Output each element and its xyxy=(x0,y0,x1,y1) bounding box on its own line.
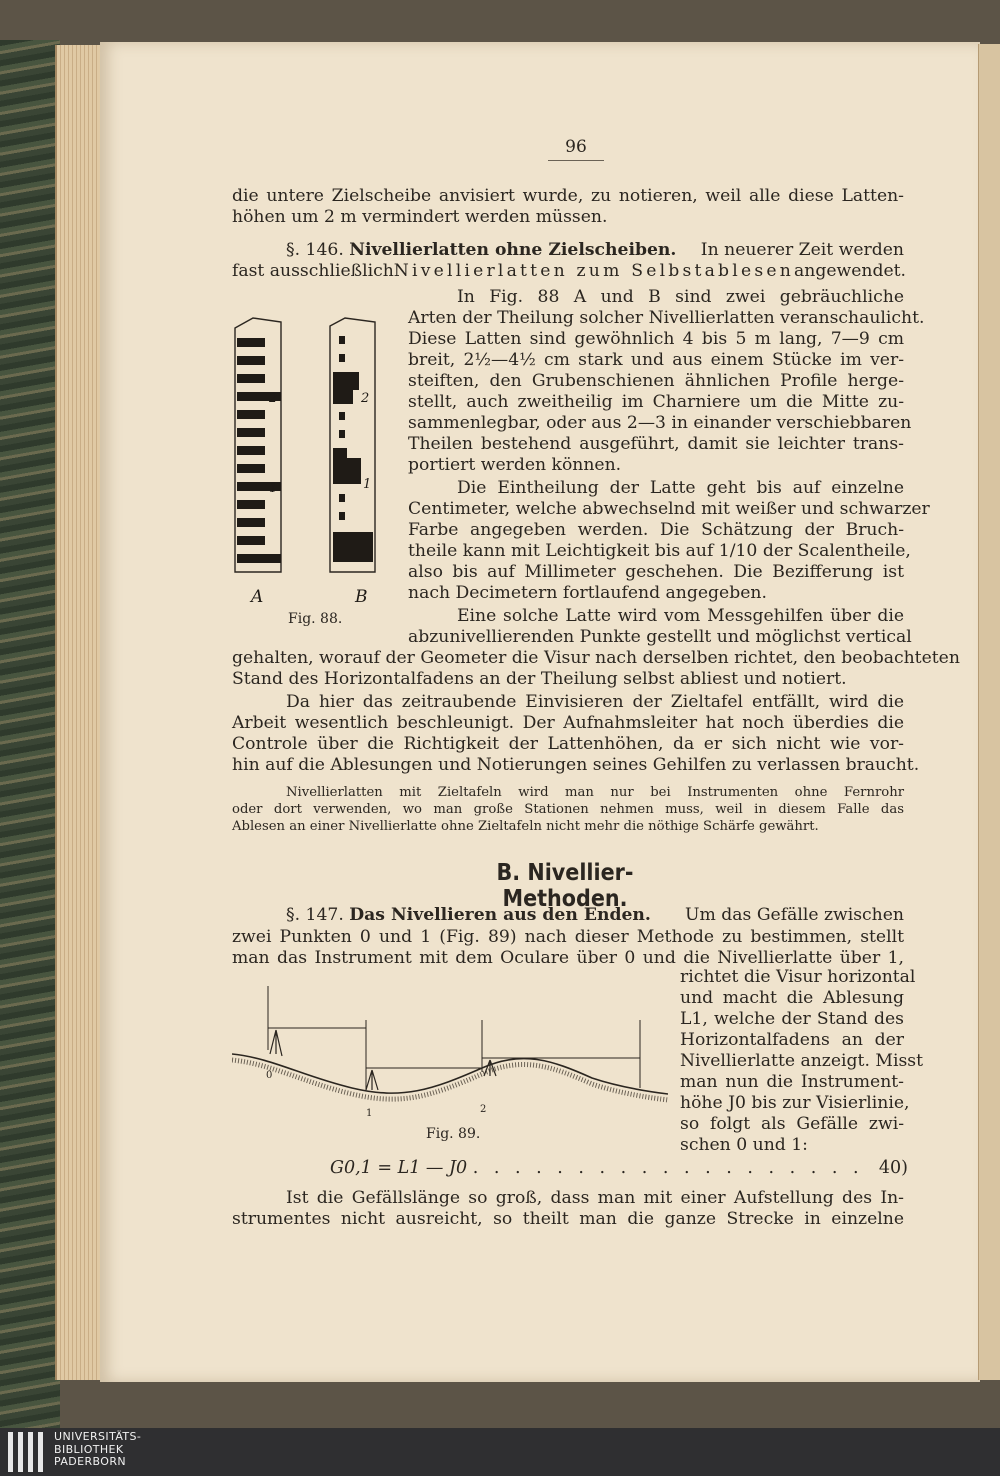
formula-leader: . . . . . . . . . . . . . . . . . . . xyxy=(472,1158,864,1178)
section-number: §. 146. xyxy=(286,240,344,260)
text-line: strumentes nicht ausreicht, so theilt man die ganze Strecke in einzelne xyxy=(232,1209,904,1229)
page-number: 96 xyxy=(548,137,604,161)
staff-b-mark-1: 1 xyxy=(363,477,372,492)
text-line: steiften, den Grubenschienen ähnlichen Profile herge- xyxy=(408,371,904,391)
text-span: fast ausschließlich xyxy=(232,261,394,281)
formula-expression: G0,1 = L1 — J0 xyxy=(330,1158,468,1178)
text-line: man das Instrument mit dem Oculare über 0 und die Nivellierlatte über 1, xyxy=(232,948,904,968)
staff-a-mark-1: 1 xyxy=(269,481,278,496)
text-line: Controle über die Richtigkeit der Lattenhöhen, da er sich nicht wie vor- xyxy=(232,734,904,754)
text-line: richtet die Visur horizontal xyxy=(680,967,916,987)
fig-89-terrain-profile xyxy=(232,980,668,1120)
staff-b xyxy=(330,318,375,572)
library-name-line: BIBLIOTHEK xyxy=(54,1442,124,1456)
text-line: L1, welche der Stand des xyxy=(680,1009,904,1029)
text-line: höhe J0 bis zur Visierlinie, xyxy=(680,1093,910,1113)
text-line: Die Eintheilung der Latte geht bis auf einzelne xyxy=(457,478,904,498)
text-line: hin auf die Ablesungen und Notierungen seines Gehilfen zu verlassen braucht. xyxy=(232,755,920,775)
section-title: Das Nivellieren aus den Enden. xyxy=(349,905,651,925)
text-line: Centimeter, welche abwechselnd mit weißer und schwarzer xyxy=(408,499,930,519)
text-line: also bis auf Millimeter geschehen. Die Bezifferung ist xyxy=(408,562,904,582)
section-147-heading-line xyxy=(286,905,904,926)
book-binding xyxy=(0,40,60,1428)
library-name-line: PADERBORN xyxy=(54,1455,127,1468)
fig-88-caption: Fig. 88. xyxy=(288,611,343,627)
text-line xyxy=(232,261,904,282)
chapter-heading: B. Nivellier-Methoden. xyxy=(496,860,634,912)
text-line: schen 0 und 1: xyxy=(680,1135,808,1155)
text-line: Theilen bestehend ausgeführt, damit sie leichter trans- xyxy=(408,434,904,454)
point-2-label: 2 xyxy=(480,1104,487,1115)
text-line: Nivellierlatte anzeigt. Misst xyxy=(680,1051,924,1071)
fig-88-label-b: B xyxy=(355,587,368,607)
text-line: Arbeit wesentlich beschleunigt. Der Aufnahmsleiter hat noch überdies die xyxy=(232,713,904,733)
section-title: Nivellierlatten ohne Zielscheiben. xyxy=(349,240,677,260)
text-line: Arten der Theilung solcher Nivellierlatten veranschaulicht. xyxy=(408,308,925,328)
text-line: breit, 2½—4½ cm stark und aus einem Stücke im ver- xyxy=(408,350,904,370)
text-span: angewendet. xyxy=(794,261,906,281)
spaced-term: Nivellierlatten zum Selbstablesen xyxy=(393,261,794,281)
staff-a-mark-2: 2 xyxy=(269,391,278,406)
text-line: Horizontalfadens an der xyxy=(680,1030,904,1050)
note-line: oder dort verwenden, wo man große Stationen nehmen muss, weil in diesem Falle das xyxy=(232,802,904,817)
text-line: In Fig. 88 A und B sind zwei gebräuchliche xyxy=(457,287,904,307)
point-0-label: 0 xyxy=(266,1070,273,1081)
text-line: Stand des Horizontalfadens an der Theilung selbst abliest und notiert. xyxy=(232,669,847,689)
text-line: so folgt als Gefälle zwi- xyxy=(680,1114,904,1134)
staff-a xyxy=(235,318,281,572)
text-line: stellt, auch zweitheilig im Charniere um die Mitte zu- xyxy=(408,392,904,412)
note-line: Nivellierlatten mit Zieltafeln wird man nur bei Instrumenten ohne Fernrohr xyxy=(286,785,904,800)
fig-89-caption: Fig. 89. xyxy=(426,1126,481,1142)
staff-b-mark-2: 2 xyxy=(361,391,370,406)
section-lead: In neuerer Zeit werden xyxy=(700,240,904,260)
library-name xyxy=(54,1431,141,1469)
text-line: die untere Zielscheibe anvisiert wurde, zu notieren, weil alle diese Latten- xyxy=(232,186,904,206)
text-line: zwei Punkten 0 und 1 (Fig. 89) nach dieser Methode zu bestimmen, stellt xyxy=(232,927,904,947)
text-line: gehalten, worauf der Geometer die Visur nach derselben richtet, den beobachteten xyxy=(232,648,960,668)
library-footer-band xyxy=(0,1428,1000,1476)
text-line: theile kann mit Leichtigkeit bis auf 1/10 der Scalentheile, xyxy=(408,541,911,561)
library-logo xyxy=(8,1432,44,1472)
text-line: nach Decimetern fortlaufend angegeben. xyxy=(408,583,767,603)
fig-88-label-a: A xyxy=(251,587,264,607)
section-number: §. 147. xyxy=(286,905,344,925)
text-line: sammenlegbar, oder aus 2—3 in einander verschiebbaren xyxy=(408,413,912,433)
text-line: Ist die Gefällslänge so groß, dass man mit einer Aufstellung des In- xyxy=(286,1188,904,1208)
formula-40 xyxy=(330,1158,908,1178)
text-line: portiert werden können. xyxy=(408,455,622,475)
text-line: Farbe angegeben werden. Die Schätzung der Bruch- xyxy=(408,520,904,540)
next-page-edge xyxy=(978,44,1000,1380)
formula-number: 40) xyxy=(878,1158,908,1178)
fig-88-levelling-staffs xyxy=(225,310,395,610)
library-name-line: UNIVERSITÄTS- xyxy=(54,1430,142,1443)
text-line: man nun die Instrument- xyxy=(680,1072,904,1092)
note-line: Ablesen an einer Nivellierlatte ohne Zieltafeln nicht mehr die nöthige Schärfe gewährt. xyxy=(232,819,819,834)
point-1-label: 1 xyxy=(366,1108,373,1119)
text-line: Eine solche Latte wird vom Messgehilfen über die xyxy=(457,606,904,626)
text-line: höhen um 2 m vermindert werden müssen. xyxy=(232,207,608,227)
text-line: Da hier das zeitraubende Einvisieren der Zieltafel entfällt, wird die xyxy=(286,692,904,712)
text-line: abzunivellierenden Punkte gestellt und möglichst vertical xyxy=(408,627,912,647)
text-line: Diese Latten sind gewöhnlich 4 bis 5 m lang, 7—9 cm xyxy=(408,329,904,349)
section-146-heading-line xyxy=(286,240,904,261)
text-line: und macht die Ablesung xyxy=(680,988,904,1008)
section-lead: Um das Gefälle zwischen xyxy=(685,905,904,925)
